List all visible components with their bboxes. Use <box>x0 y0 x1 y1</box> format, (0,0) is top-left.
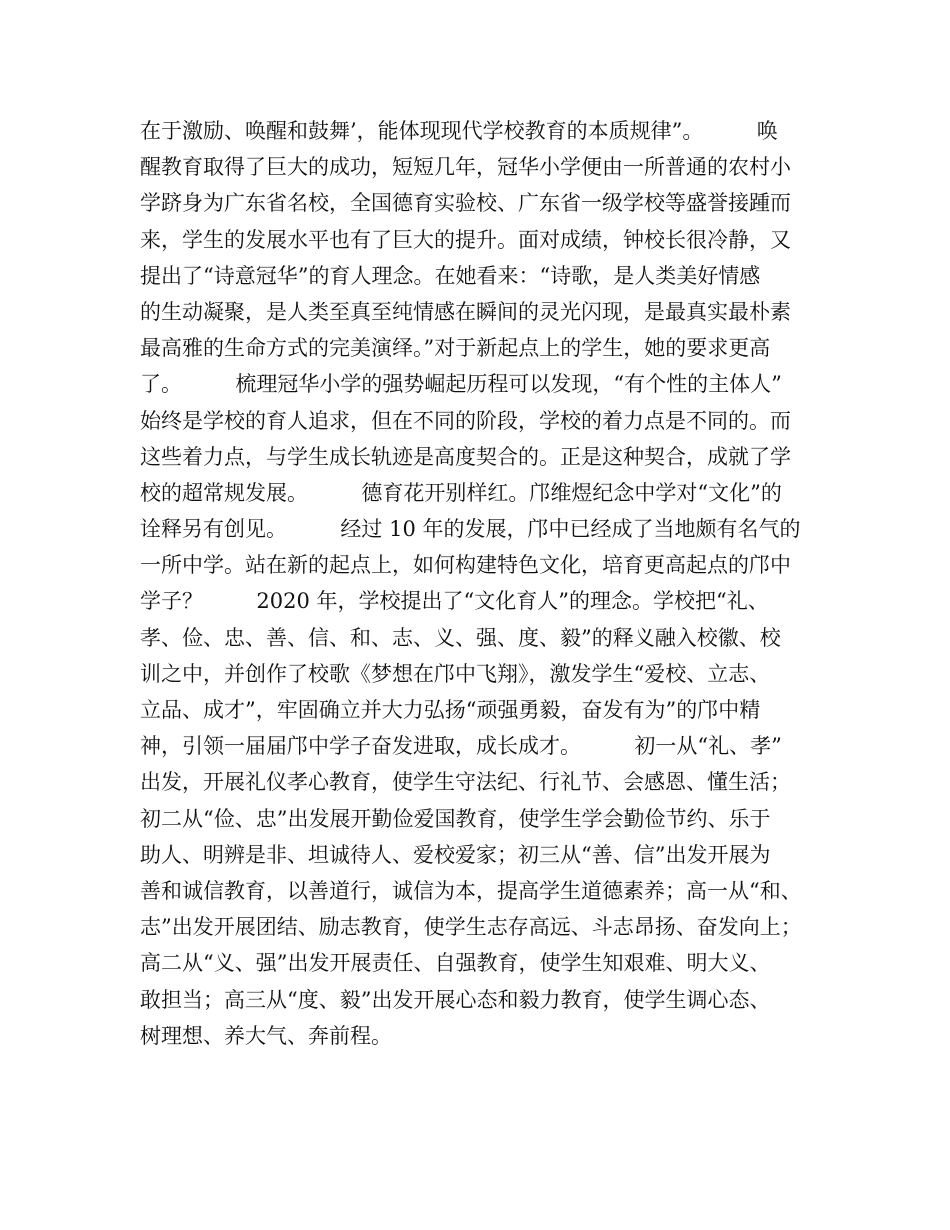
text-line: 最高雅的生命方式的完美演绎。”对于新起点上的学生，她的要求更高 <box>140 336 771 361</box>
text-line: 这些着力点，与学生成长轨迹是高度契合的。正是这种契合，成就了学 <box>140 444 791 469</box>
text-line: 学跻身为广东省名校，全国德育实验校、广东省一级学校等盛誉接踵而 <box>140 191 791 216</box>
text-line: 敢担当；高三从“度、毅”出发开展心态和毅力教育，使学生调心态、 <box>140 987 771 1012</box>
text-line: 的生动凝聚，是人类至真至纯情感在瞬间的灵光闪现，是最真实最朴素 <box>140 299 791 324</box>
text-line: 树理想、养大气、奔前程。 <box>140 1023 392 1048</box>
text-line: 立品、成才”，牢固确立并大力弘扬“顽强勇毅，奋发有为”的邝中精 <box>140 698 761 722</box>
text-line: 提出了“诗意冠华”的育人理念。在她看来：“诗歌，是人类美好情感 <box>140 263 761 288</box>
text-line: 孝、俭、忠、善、信、和、志、义、强、度、毅”的释义融入校徽、校 <box>140 625 781 650</box>
text-line: 神，引领一届届邝中学子奋发进取，成长成才。 初一从“礼、孝” <box>140 734 782 759</box>
text-line: 诠释另有创见。 经过 10 年的发展，邝中已经成了当地颇有名气的 <box>140 517 801 542</box>
text-line: 来，学生的发展水平也有了巨大的提升。面对成绩，钟校长很冷静，又 <box>140 227 791 252</box>
body-text <box>140 113 830 1054</box>
text-line: 在于激励、唤醒和鼓舞’，能体现现代学校教育的本质规律”。 唤 <box>140 119 778 143</box>
text-line: 高二从“义、强”出发开展责任、自强教育，使学生知艰难、明大义、 <box>140 951 771 976</box>
text-line: 了。 梳理冠华小学的强势崛起历程可以发现，“有个性的主体人” <box>140 372 782 397</box>
text-line: 校的超常规发展。 德育花开别样红。邝维煜纪念中学对“文化”的 <box>140 480 782 505</box>
text-line: 始终是学校的育人追求，但在不同的阶段，学校的着力点是不同的。而 <box>140 408 791 433</box>
text-line: 初二从“俭、忠”出发展开勤俭爱国教育，使学生学会勤俭节约、乐于 <box>140 806 771 831</box>
text-line: 一所中学。站在新的起点上，如何构建特色文化，培育更高起点的邝中 <box>140 553 791 578</box>
text-line: 醒教育取得了巨大的成功，短短几年，冠华小学便由一所普通的农村小 <box>140 155 791 180</box>
text-line: 善和诚信教育，以善道行，诚信为本，提高学生道德素养；高一从“和、 <box>140 878 802 903</box>
text-line: 学子？ 2020 年，学校提出了“文化育人”的理念。学校把“礼、 <box>140 589 769 614</box>
text-line: 志”出发开展团结、励志教育，使学生志存高远、斗志昂扬、奋发向上； <box>140 915 802 940</box>
text-line: 助人、明辨是非、坦诚待人、爱校爱家；初三从“善、信”出发开展为 <box>140 842 771 867</box>
text-line: 训之中，并创作了校歌《梦想在邝中飞翔》，激发学生“爱校、立志、 <box>140 661 771 686</box>
text-line: 出发，开展礼仪孝心教育，使学生守法纪、行礼节、会感恩、懂生活； <box>140 770 791 795</box>
